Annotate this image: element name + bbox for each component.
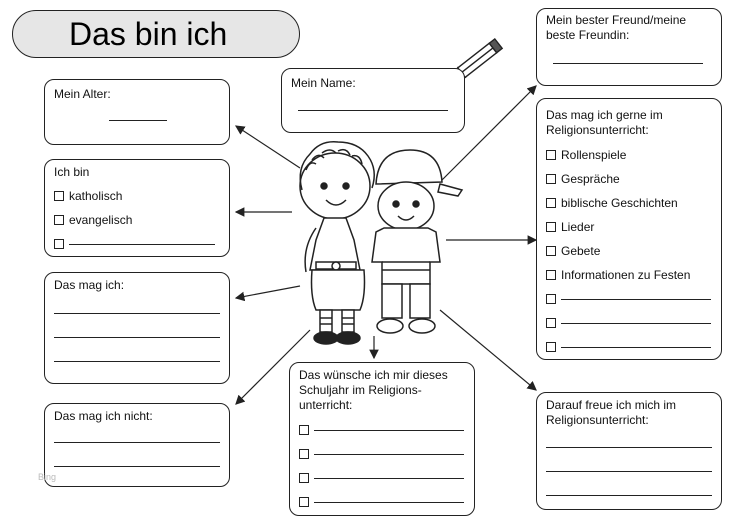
wish-label: Das wünsche ich mir dieses Schuljahr im Religions-unterricht: <box>299 368 448 412</box>
wish-item-4[interactable] <box>299 495 464 509</box>
checkbox-icon[interactable] <box>546 198 556 208</box>
answer-line[interactable] <box>561 347 711 348</box>
option-gespraeche[interactable]: Gespräche <box>546 172 620 186</box>
checkbox-icon[interactable] <box>546 150 556 160</box>
checkbox-icon[interactable] <box>546 246 556 256</box>
name-label: Mein Name: <box>291 76 356 90</box>
option-informationen-zu-festen[interactable]: Informationen zu Festen <box>546 268 690 282</box>
answer-line[interactable] <box>546 447 712 448</box>
wish-box <box>289 362 475 516</box>
answer-line[interactable] <box>546 471 712 472</box>
dislikes-label: Das mag ich nicht: <box>54 409 153 423</box>
name-answer-line[interactable] <box>298 110 448 111</box>
looking-forward-label: Darauf freue ich mich im Religionsunterricht: <box>546 398 677 427</box>
looking-forward-box <box>536 392 722 510</box>
checkbox-icon[interactable] <box>546 222 556 232</box>
religion-likes-box <box>536 98 722 360</box>
age-box <box>44 79 230 145</box>
ich-bin-label: Ich bin <box>54 165 90 179</box>
wish-item-2[interactable] <box>299 447 464 461</box>
friend-label: Mein bester Freund/meine beste Freundin: <box>546 13 687 42</box>
girl-illustration <box>300 142 374 344</box>
option-gebete[interactable]: Gebete <box>546 244 600 258</box>
option-blank-1[interactable] <box>546 292 711 306</box>
likes-label: Das mag ich: <box>54 278 125 292</box>
option-blank-2[interactable] <box>546 316 711 330</box>
checkbox-icon[interactable] <box>299 473 309 483</box>
checkbox-icon[interactable] <box>546 270 556 280</box>
answer-line[interactable] <box>561 323 711 324</box>
wish-item-3[interactable] <box>299 471 464 485</box>
answer-line[interactable] <box>54 361 220 362</box>
answer-line[interactable] <box>314 502 464 503</box>
watermark: Bing <box>38 472 57 482</box>
option-evangelisch[interactable]: evangelisch <box>54 213 132 227</box>
answer-line[interactable] <box>54 466 220 467</box>
option-blank-3[interactable] <box>546 340 711 354</box>
ich-bin-box <box>44 159 230 257</box>
checkbox-icon[interactable] <box>546 174 556 184</box>
answer-line[interactable] <box>54 313 220 314</box>
answer-line[interactable] <box>314 430 464 431</box>
answer-line[interactable] <box>314 478 464 479</box>
checkbox-icon[interactable] <box>546 342 556 352</box>
arrow-to-likes <box>236 286 300 298</box>
answer-line[interactable] <box>54 442 220 443</box>
checkbox-icon[interactable] <box>546 318 556 328</box>
religion-likes-label: Das mag ich gerne im Religionsunterricht: <box>546 108 663 137</box>
checkbox-icon[interactable] <box>299 449 309 459</box>
wish-item-1[interactable] <box>299 423 464 437</box>
answer-line[interactable] <box>546 495 712 496</box>
checkbox-icon[interactable] <box>54 191 64 201</box>
answer-line[interactable] <box>561 299 711 300</box>
age-answer-line[interactable] <box>109 120 167 121</box>
page-title: Das bin ich <box>69 16 228 52</box>
option-katholisch[interactable]: katholisch <box>54 189 122 203</box>
friend-box <box>536 8 722 86</box>
likes-box <box>44 272 230 384</box>
boy-illustration <box>372 150 462 333</box>
answer-line[interactable] <box>54 337 220 338</box>
option-rollenspiele[interactable]: Rollenspiele <box>546 148 626 162</box>
dislikes-box <box>44 403 230 487</box>
checkbox-icon[interactable] <box>299 425 309 435</box>
checkbox-icon[interactable] <box>299 497 309 507</box>
friend-answer-line[interactable] <box>553 63 703 64</box>
option-biblische-geschichten[interactable]: biblische Geschichten <box>546 196 678 210</box>
checkbox-icon[interactable] <box>546 294 556 304</box>
checkbox-icon[interactable] <box>54 215 64 225</box>
option-lieder[interactable]: Lieder <box>546 220 594 234</box>
name-box <box>281 68 465 133</box>
answer-line[interactable] <box>314 454 464 455</box>
checkbox-icon[interactable] <box>54 239 64 249</box>
option-other[interactable] <box>54 237 215 251</box>
age-label: Mein Alter: <box>54 87 111 101</box>
answer-line[interactable] <box>69 244 215 245</box>
